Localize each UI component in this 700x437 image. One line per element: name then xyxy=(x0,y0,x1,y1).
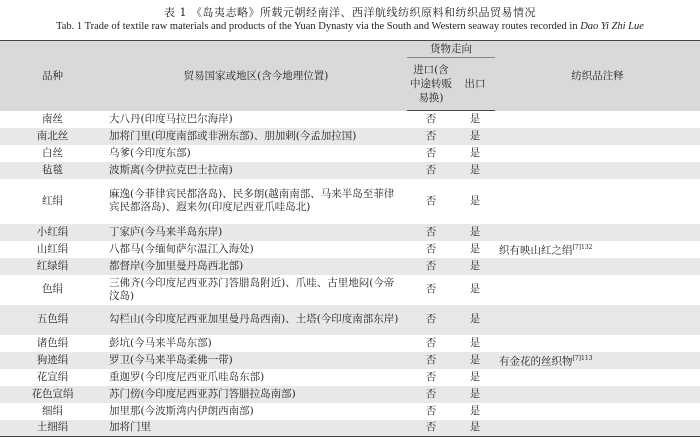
note-cell xyxy=(495,420,700,437)
import-cell-text: 否 xyxy=(425,353,437,366)
import-cell xyxy=(407,369,455,386)
place-cell xyxy=(105,420,407,437)
variety-cell-text: 土细绢 xyxy=(36,421,69,434)
export-cell xyxy=(455,162,495,179)
export-cell-text: 是 xyxy=(469,163,481,176)
import-cell xyxy=(407,275,455,305)
table-row xyxy=(0,352,700,369)
note-cell xyxy=(495,386,700,403)
note-cell xyxy=(495,258,700,275)
place-cell-text: 勾栏山(今印度尼西亚加里曼丹岛西南)、土塔(今印度南部东岸) xyxy=(109,313,399,325)
place-cell-text: 加将门里 xyxy=(109,421,151,434)
header-variety: 品种 xyxy=(0,41,105,111)
header-note: 纺织品注释 xyxy=(495,41,700,111)
table-row xyxy=(0,420,700,437)
variety-cell xyxy=(0,369,105,386)
note-cell xyxy=(495,162,700,179)
variety-cell-text: 细绢 xyxy=(42,404,63,417)
table-row xyxy=(0,128,700,145)
export-cell-text: 是 xyxy=(469,387,481,400)
export-cell-text: 是 xyxy=(469,259,481,272)
table-row xyxy=(0,258,700,275)
place-cell xyxy=(105,241,407,258)
import-cell-text: 否 xyxy=(425,242,437,255)
import-cell-text: 否 xyxy=(425,225,437,238)
variety-cell xyxy=(0,258,105,275)
import-cell-text: 否 xyxy=(425,259,437,272)
variety-cell xyxy=(0,241,105,258)
export-cell xyxy=(455,258,495,275)
textile-trade-table xyxy=(0,40,700,437)
variety-cell xyxy=(0,128,105,145)
export-cell xyxy=(455,352,495,369)
export-cell xyxy=(455,369,495,386)
import-cell xyxy=(407,224,455,241)
import-cell-text: 否 xyxy=(425,370,437,383)
place-cell xyxy=(105,111,407,128)
note-cell xyxy=(495,403,700,420)
export-cell-text: 是 xyxy=(469,313,481,325)
export-cell-text: 是 xyxy=(469,242,481,255)
place-cell-text: 都督岸(今加里曼丹岛西北部) xyxy=(109,259,244,272)
place-cell-text: 重迦罗(今印度尼西亚爪哇岛东部) xyxy=(109,370,265,383)
variety-cell-text: 色绢 xyxy=(42,283,63,295)
table-row xyxy=(0,145,700,162)
export-cell-text: 是 xyxy=(469,404,481,417)
place-cell xyxy=(105,352,407,369)
variety-cell-text: 诸色绢 xyxy=(36,336,69,349)
export-cell-text: 是 xyxy=(469,194,481,207)
variety-cell-text: 南丝 xyxy=(42,112,63,125)
import-cell xyxy=(407,258,455,275)
place-cell xyxy=(105,386,407,403)
export-cell-text: 是 xyxy=(469,421,481,434)
import-cell-text: 否 xyxy=(425,194,437,207)
header-import: 进口(含中途转贩易换) xyxy=(407,58,455,111)
export-cell xyxy=(455,145,495,162)
place-cell xyxy=(105,258,407,275)
table-row xyxy=(0,369,700,386)
import-cell xyxy=(407,420,455,437)
note-cell xyxy=(495,335,700,352)
export-cell-text: 是 xyxy=(469,146,481,159)
place-cell xyxy=(105,179,407,224)
note-cell xyxy=(495,224,700,241)
place-cell xyxy=(105,335,407,352)
export-cell-text: 是 xyxy=(469,336,481,349)
import-cell xyxy=(407,403,455,420)
citation-ref: [7]113 xyxy=(572,354,593,362)
header-export: 出口 xyxy=(455,58,495,111)
import-cell-text: 否 xyxy=(425,387,437,400)
note-cell-text: 织有映山红之绢 xyxy=(499,244,573,257)
variety-cell xyxy=(0,386,105,403)
note-cell-text: 有金花的丝织物 xyxy=(499,355,573,368)
variety-cell-text: 山红绢 xyxy=(36,242,69,255)
variety-cell xyxy=(0,275,105,305)
import-cell-text: 否 xyxy=(425,313,437,325)
place-cell-text: 丁家庐(今马来半岛东岸) xyxy=(109,225,223,238)
export-cell xyxy=(455,241,495,258)
place-cell xyxy=(105,403,407,420)
variety-cell xyxy=(0,162,105,179)
import-cell xyxy=(407,179,455,224)
variety-cell xyxy=(0,145,105,162)
import-cell-text: 否 xyxy=(425,336,437,349)
place-cell-text: 三佛齐(今印度尼西亚苏门答腊岛附近)、爪哇、古里地闷(今帝汶岛) xyxy=(109,276,395,302)
export-cell-text: 是 xyxy=(469,353,481,366)
export-cell xyxy=(455,128,495,145)
export-cell xyxy=(455,179,495,224)
import-cell xyxy=(407,305,455,335)
place-cell-text: 加里那(今波斯湾内伊朗西南部) xyxy=(109,404,254,417)
note-cell xyxy=(495,352,700,369)
variety-cell-text: 毡毯 xyxy=(42,163,63,176)
table-row xyxy=(0,386,700,403)
citation-ref: [7]132 xyxy=(572,243,593,251)
variety-cell xyxy=(0,224,105,241)
variety-cell-text: 花色宣绢 xyxy=(31,387,74,400)
note-cell xyxy=(495,179,700,224)
place-cell-text: 罗卫(今马来半岛柔佛一带) xyxy=(109,353,233,366)
place-cell-text: 加将门里(印度南部或非洲东部)、朋加剌(今孟加拉国) xyxy=(109,129,357,142)
header-direction: 货物走向 xyxy=(407,41,495,58)
table-title-english xyxy=(0,21,700,32)
variety-cell-text: 白丝 xyxy=(42,146,63,159)
export-cell-text: 是 xyxy=(469,129,481,142)
variety-cell xyxy=(0,420,105,437)
table-row xyxy=(0,224,700,241)
note-cell xyxy=(495,369,700,386)
note-cell xyxy=(495,305,700,335)
import-cell xyxy=(407,128,455,145)
import-cell xyxy=(407,162,455,179)
import-cell xyxy=(407,111,455,128)
variety-cell xyxy=(0,111,105,128)
import-cell-text: 否 xyxy=(425,163,437,176)
place-cell-text: 大八丹(印度马拉巴尔海岸) xyxy=(109,112,233,125)
note-cell xyxy=(495,275,700,305)
place-cell xyxy=(105,162,407,179)
variety-cell-text: 花宣绢 xyxy=(36,370,69,383)
import-cell xyxy=(407,386,455,403)
export-cell xyxy=(455,420,495,437)
table-body xyxy=(0,111,700,437)
table-title-chinese: 表 1 《岛夷志略》所载元朝经南洋、西洋航线纺织原料和纺织品贸易情况 xyxy=(164,6,536,19)
note-cell xyxy=(495,128,700,145)
note-cell xyxy=(495,241,700,258)
table-row xyxy=(0,275,700,305)
table-row xyxy=(0,335,700,352)
export-cell xyxy=(455,403,495,420)
variety-cell xyxy=(0,403,105,420)
export-cell-text: 是 xyxy=(469,112,481,125)
import-cell xyxy=(407,335,455,352)
place-cell-text: 乌爹(今印度东部) xyxy=(109,146,191,159)
place-cell xyxy=(105,145,407,162)
place-cell xyxy=(105,128,407,145)
note-cell xyxy=(495,145,700,162)
place-cell-text: 八都马(今缅甸萨尔温江入海处) xyxy=(109,242,254,255)
place-cell-text: 波斯离(今伊拉克巴士拉南) xyxy=(109,163,233,176)
export-cell xyxy=(455,305,495,335)
place-cell-text: 彭坑(今马来半岛东部) xyxy=(109,336,212,349)
import-cell-text: 否 xyxy=(425,404,437,417)
table-title-english-text: Tab. 1 Trade of textile raw materials and products of the Yuan Dynasty via the South and Western seaway routes recorded in xyxy=(56,21,581,32)
table-row xyxy=(0,241,700,258)
export-cell xyxy=(455,335,495,352)
place-cell xyxy=(105,369,407,386)
variety-cell xyxy=(0,179,105,224)
note-cell xyxy=(495,111,700,128)
export-cell xyxy=(455,224,495,241)
import-cell xyxy=(407,352,455,369)
export-cell-text: 是 xyxy=(469,370,481,383)
import-cell-text: 否 xyxy=(425,112,437,125)
place-cell xyxy=(105,305,407,335)
variety-cell xyxy=(0,305,105,335)
book-title: Dao Yi Zhi Lue xyxy=(580,21,644,32)
place-cell-text: 苏门傍(今印度尼西亚苏门答腊拉岛南部) xyxy=(109,387,296,400)
variety-cell-text: 五色绢 xyxy=(36,313,69,325)
import-cell xyxy=(407,145,455,162)
table-row xyxy=(0,403,700,420)
export-cell-text: 是 xyxy=(469,283,481,295)
variety-cell-text: 南北丝 xyxy=(36,129,69,142)
variety-cell-text: 狗迹绢 xyxy=(36,353,69,366)
variety-cell-text: 红绿绢 xyxy=(36,259,69,272)
variety-cell-text: 红绢 xyxy=(42,194,63,207)
export-cell xyxy=(455,275,495,305)
table-row xyxy=(0,162,700,179)
import-cell xyxy=(407,241,455,258)
place-cell xyxy=(105,275,407,305)
table-row xyxy=(0,111,700,128)
export-cell xyxy=(455,111,495,128)
variety-cell xyxy=(0,352,105,369)
import-cell-text: 否 xyxy=(425,146,437,159)
table-row xyxy=(0,179,700,224)
export-cell xyxy=(455,386,495,403)
variety-cell-text: 小红绢 xyxy=(36,225,69,238)
import-cell-text: 否 xyxy=(425,421,437,434)
header-place: 贸易国家或地区(含今地理位置) xyxy=(105,41,407,111)
import-cell-text: 否 xyxy=(425,283,437,295)
import-cell-text: 否 xyxy=(425,129,437,142)
export-cell-text: 是 xyxy=(469,225,481,238)
table-row xyxy=(0,305,700,335)
variety-cell xyxy=(0,335,105,352)
place-cell xyxy=(105,224,407,241)
place-cell-text: 麻逸(今菲律宾民都洛岛)、民多朗(越南南部、马来半岛至菲律宾民都洛岛)、遐来勿(印度尼西亚爪哇岛北) xyxy=(109,188,395,213)
